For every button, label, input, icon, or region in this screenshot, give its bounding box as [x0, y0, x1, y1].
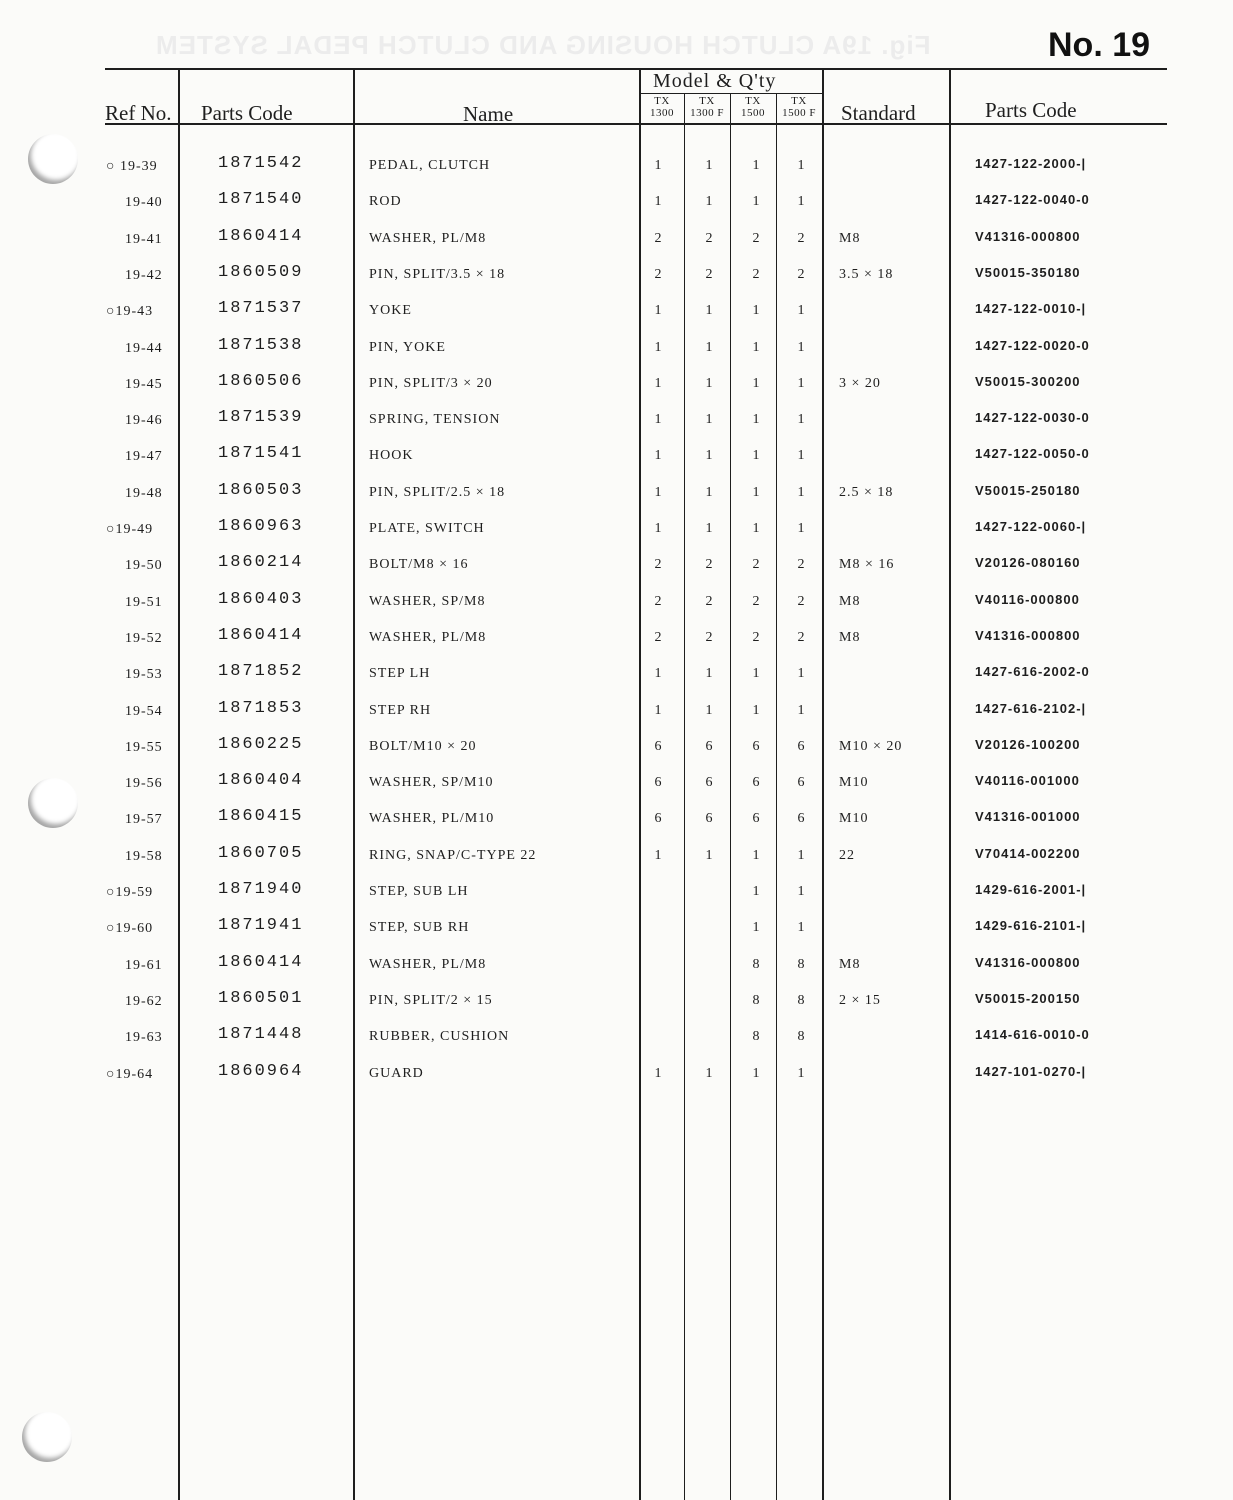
qty-cell: 1 [654, 448, 662, 463]
parts-code: 1860414 [218, 953, 304, 972]
parts-code: 1871852 [218, 662, 304, 681]
parts-code: 1860501 [218, 989, 304, 1008]
qty-cell: 1 [705, 303, 713, 318]
header-model-tx1300f: TX 1300 F [690, 95, 724, 119]
punch-hole-middle [28, 778, 78, 828]
qty-cell: 6 [705, 775, 713, 790]
standard-spec: M8 [839, 594, 861, 609]
qty-cell: 6 [654, 775, 662, 790]
parts-code-2: V41316-000800 [975, 628, 1081, 643]
ref-no: ○19-49 [106, 522, 154, 537]
qty-cell: 6 [654, 811, 662, 826]
part-name: WASHER, PL/M8 [369, 231, 487, 246]
part-name: WASHER, SP/M10 [369, 775, 494, 790]
part-name: RUBBER, CUSHION [369, 1029, 510, 1044]
part-name: BOLT/M8 × 16 [369, 557, 469, 572]
parts-code: 1860415 [218, 807, 304, 826]
parts-code-2: 1427-616-2102-| [975, 701, 1087, 716]
ref-no: 19-61 [125, 958, 163, 973]
qty-cell: 1 [752, 412, 760, 427]
ref-no: 19-58 [125, 849, 163, 864]
qty-cell: 2 [654, 594, 662, 609]
part-name: WASHER, PL/M8 [369, 957, 487, 972]
part-name: PEDAL, CLUTCH [369, 158, 491, 173]
qty-cell: 1 [752, 703, 760, 718]
parts-code-2: V20126-100200 [975, 737, 1081, 752]
header-model-tx1500f: TX 1500 F [782, 95, 816, 119]
ref-no: ○19-60 [106, 921, 154, 936]
qty-cell: 1 [797, 703, 805, 718]
header-standard: Standard [841, 101, 916, 125]
parts-code: 1871540 [218, 190, 304, 209]
qty-cell: 1 [705, 340, 713, 355]
qty-cell: 2 [752, 557, 760, 572]
qty-cell: 2 [797, 594, 805, 609]
ref-no: 19-63 [125, 1030, 163, 1045]
parts-code-2: V40116-000800 [975, 592, 1080, 607]
qty-cell: 2 [705, 231, 713, 246]
parts-code-2: 1429-616-2101-| [975, 918, 1087, 933]
parts-code: 1860214 [218, 553, 304, 572]
qty-cell: 6 [752, 811, 760, 826]
ref-no: ○19-43 [106, 304, 154, 319]
ref-no: 19-44 [125, 341, 163, 356]
parts-code: 1860964 [218, 1062, 304, 1081]
qty-cell: 2 [752, 231, 760, 246]
qty-cell: 1 [654, 485, 662, 500]
qty-cell: 1 [797, 448, 805, 463]
header-ref-no: Ref No. [105, 101, 172, 125]
qty-cell: 2 [654, 267, 662, 282]
qty-cell: 2 [705, 594, 713, 609]
qty-cell: 1 [752, 448, 760, 463]
qty-cell: 6 [797, 811, 805, 826]
qty-cell: 1 [654, 703, 662, 718]
parts-code-2: V41316-001000 [975, 809, 1081, 824]
qty-cell: 1 [654, 412, 662, 427]
ref-no: 19-50 [125, 558, 163, 573]
qty-cell: 2 [797, 267, 805, 282]
header-parts-code-2: Parts Code [985, 98, 1077, 122]
part-name: SPRING, TENSION [369, 412, 501, 427]
part-name: WASHER, SP/M8 [369, 594, 486, 609]
qty-cell: 1 [797, 1066, 805, 1081]
parts-code: 1871538 [218, 336, 304, 355]
ref-no: 19-40 [125, 195, 163, 210]
qty-cell: 6 [654, 739, 662, 754]
qty-cell: 1 [797, 848, 805, 863]
part-name: STEP, SUB RH [369, 920, 470, 935]
qty-cell: 1 [705, 485, 713, 500]
qty-cell: 2 [654, 630, 662, 645]
qty-cell: 1 [797, 303, 805, 318]
parts-code-2: V20126-080160 [975, 555, 1081, 570]
header-name: Name [463, 102, 514, 126]
ref-no: 19-46 [125, 413, 163, 428]
qty-cell: 1 [654, 303, 662, 318]
qty-cell: 1 [797, 412, 805, 427]
column-rule-standard [949, 68, 951, 1500]
standard-spec: 2 × 15 [839, 993, 881, 1008]
qty-cell: 1 [705, 703, 713, 718]
ref-no: 19-55 [125, 740, 163, 755]
qty-cell: 1 [797, 485, 805, 500]
qty-cell: 1 [797, 920, 805, 935]
qty-cell: 1 [654, 340, 662, 355]
parts-code: 1860963 [218, 517, 304, 536]
qty-cell: 6 [705, 739, 713, 754]
ref-no: 19-53 [125, 667, 163, 682]
qty-cell: 6 [752, 775, 760, 790]
ref-no: ○19-59 [106, 885, 154, 900]
parts-code-2: 1427-616-2002-0 [975, 664, 1090, 679]
part-name: STEP, SUB LH [369, 884, 469, 899]
qty-cell: 1 [654, 666, 662, 681]
parts-code: 1860414 [218, 227, 304, 246]
qty-cell: 2 [752, 630, 760, 645]
qty-cell: 2 [705, 267, 713, 282]
ref-no: 19-54 [125, 704, 163, 719]
part-name: PIN, YOKE [369, 340, 446, 355]
part-name: PLATE, SWITCH [369, 521, 485, 536]
parts-code: 1871448 [218, 1025, 304, 1044]
standard-spec: M10 [839, 811, 869, 826]
column-rule-qty [822, 68, 824, 1500]
parts-code-2: 1427-122-0050-0 [975, 446, 1090, 461]
part-name: GUARD [369, 1066, 424, 1081]
parts-code: 1871541 [218, 444, 304, 463]
column-rule-ref [178, 68, 180, 1500]
part-name: STEP RH [369, 703, 432, 718]
part-name: WASHER, PL/M8 [369, 630, 487, 645]
punch-hole-top [28, 134, 78, 184]
parts-code-2: 1427-101-0270-| [975, 1064, 1087, 1079]
qty-cell: 1 [654, 848, 662, 863]
qty-cell: 1 [752, 666, 760, 681]
parts-code-2: 1427-122-0030-0 [975, 410, 1090, 425]
qty-cell: 1 [705, 194, 713, 209]
qty-cell: 2 [654, 231, 662, 246]
parts-code: 1860506 [218, 372, 304, 391]
qty-cell: 1 [752, 158, 760, 173]
qty-cell: 1 [705, 848, 713, 863]
part-name: STEP LH [369, 666, 431, 681]
qty-cell: 1 [797, 884, 805, 899]
qty-cell: 1 [654, 158, 662, 173]
qty-cell: 2 [705, 630, 713, 645]
ref-no: 19-57 [125, 812, 163, 827]
parts-code: 1871537 [218, 299, 304, 318]
model-qty-divider [639, 93, 823, 94]
parts-code: 1871940 [218, 880, 304, 899]
header-model-tx1500: TX 1500 [741, 95, 765, 119]
part-name: PIN, SPLIT/3.5 × 18 [369, 267, 506, 282]
column-rule-tx1300f [730, 93, 731, 1500]
punch-hole-bottom [22, 1412, 72, 1462]
qty-cell: 1 [752, 848, 760, 863]
qty-cell: 8 [797, 993, 805, 1008]
standard-spec: 22 [839, 848, 855, 863]
qty-cell: 1 [752, 884, 760, 899]
qty-cell: 1 [752, 521, 760, 536]
ref-no: ○19-64 [106, 1067, 154, 1082]
parts-code-2: V40116-001000 [975, 773, 1080, 788]
part-name: YOKE [369, 303, 412, 318]
qty-cell: 1 [752, 303, 760, 318]
ref-no: 19-47 [125, 449, 163, 464]
parts-code-2: 1427-122-0060-| [975, 519, 1087, 534]
parts-code-2: V41316-000800 [975, 955, 1081, 970]
parts-code-2: V50015-350180 [975, 265, 1081, 280]
qty-cell: 1 [797, 194, 805, 209]
ref-no: 19-52 [125, 631, 163, 646]
qty-cell: 1 [654, 1066, 662, 1081]
parts-code: 1871853 [218, 699, 304, 718]
parts-code-2: V50015-250180 [975, 483, 1081, 498]
parts-code-2: V70414-002200 [975, 846, 1081, 861]
qty-cell: 1 [752, 340, 760, 355]
parts-code: 1871941 [218, 916, 304, 935]
qty-cell: 6 [752, 739, 760, 754]
qty-cell: 2 [752, 594, 760, 609]
header-model-qty: Model & Q'ty [653, 70, 777, 92]
qty-cell: 1 [797, 158, 805, 173]
parts-code-2: 1429-616-2001-| [975, 882, 1087, 897]
parts-code-2: 1427-122-2000-| [975, 156, 1087, 171]
qty-cell: 1 [752, 1066, 760, 1081]
qty-cell: 8 [752, 993, 760, 1008]
parts-code-2: V50015-200150 [975, 991, 1081, 1006]
ref-no: 19-62 [125, 994, 163, 1009]
part-name: PIN, SPLIT/3 × 20 [369, 376, 493, 391]
ref-no: 19-45 [125, 377, 163, 392]
standard-spec: M8 [839, 231, 861, 246]
qty-cell: 1 [705, 412, 713, 427]
page-number: No. 19 [1048, 26, 1151, 64]
ref-no: 19-48 [125, 486, 163, 501]
part-name: WASHER, PL/M10 [369, 811, 495, 826]
standard-spec: 3 × 20 [839, 376, 881, 391]
parts-code: 1860503 [218, 481, 304, 500]
part-name: ROD [369, 194, 402, 209]
parts-code: 1860705 [218, 844, 304, 863]
qty-cell: 8 [752, 957, 760, 972]
parts-code-2: V50015-300200 [975, 374, 1081, 389]
part-name: HOOK [369, 448, 414, 463]
qty-cell: 1 [797, 376, 805, 391]
standard-spec: M8 [839, 630, 861, 645]
ref-no: 19-41 [125, 232, 163, 247]
qty-cell: 1 [705, 376, 713, 391]
table-top-rule [105, 68, 1167, 70]
qty-cell: 1 [654, 521, 662, 536]
parts-code-2: 1427-122-0040-0 [975, 192, 1090, 207]
qty-cell: 1 [654, 194, 662, 209]
part-name: PIN, SPLIT/2 × 15 [369, 993, 493, 1008]
parts-code-2: 1427-122-0010-| [975, 301, 1087, 316]
qty-cell: 1 [705, 521, 713, 536]
part-name: RING, SNAP/C-TYPE 22 [369, 848, 537, 863]
standard-spec: 2.5 × 18 [839, 485, 894, 500]
header-parts-code: Parts Code [201, 101, 293, 125]
column-rule-code [353, 68, 355, 1500]
part-name: BOLT/M10 × 20 [369, 739, 477, 754]
qty-cell: 2 [654, 557, 662, 572]
qty-cell: 1 [752, 920, 760, 935]
standard-spec: 3.5 × 18 [839, 267, 894, 282]
qty-cell: 6 [705, 811, 713, 826]
qty-cell: 2 [705, 557, 713, 572]
qty-cell: 1 [654, 376, 662, 391]
parts-code: 1860404 [218, 771, 304, 790]
ref-no: 19-42 [125, 268, 163, 283]
part-name: PIN, SPLIT/2.5 × 18 [369, 485, 506, 500]
parts-code-2: 1414-616-0010-0 [975, 1027, 1090, 1042]
parts-code: 1871539 [218, 408, 304, 427]
parts-code: 1860414 [218, 626, 304, 645]
standard-spec: M8 [839, 957, 861, 972]
qty-cell: 1 [752, 194, 760, 209]
qty-cell: 2 [797, 630, 805, 645]
qty-cell: 2 [797, 231, 805, 246]
ref-no: 19-56 [125, 776, 163, 791]
parts-code-2: V41316-000800 [975, 229, 1081, 244]
qty-cell: 1 [752, 485, 760, 500]
qty-cell: 1 [705, 158, 713, 173]
qty-cell: 1 [705, 448, 713, 463]
standard-spec: M10 × 20 [839, 739, 903, 754]
qty-cell: 1 [705, 1066, 713, 1081]
column-rule-tx1300 [684, 93, 685, 1500]
qty-cell: 8 [752, 1029, 760, 1044]
parts-code: 1860509 [218, 263, 304, 282]
qty-cell: 1 [797, 521, 805, 536]
qty-cell: 1 [797, 340, 805, 355]
qty-cell: 1 [797, 666, 805, 681]
parts-code-2: 1427-122-0020-0 [975, 338, 1090, 353]
bleed-through-title: Fig. 19A CLUTCH HOUSING AND CLUTCH PEDAL SYSTEM [155, 30, 931, 60]
qty-cell: 6 [797, 775, 805, 790]
standard-spec: M8 × 16 [839, 557, 895, 572]
parts-code: 1871542 [218, 154, 304, 173]
parts-code: 1860403 [218, 590, 304, 609]
ref-no: ○ 19-39 [106, 159, 158, 174]
column-rule-tx1500 [776, 93, 777, 1500]
qty-cell: 2 [752, 267, 760, 282]
qty-cell: 1 [752, 376, 760, 391]
header-model-tx1300: TX 1300 [650, 95, 674, 119]
qty-cell: 8 [797, 957, 805, 972]
ref-no: 19-51 [125, 595, 163, 610]
qty-cell: 8 [797, 1029, 805, 1044]
qty-cell: 6 [797, 739, 805, 754]
qty-cell: 2 [797, 557, 805, 572]
column-rule-name [639, 68, 641, 1500]
qty-cell: 1 [705, 666, 713, 681]
parts-code: 1860225 [218, 735, 304, 754]
standard-spec: M10 [839, 775, 869, 790]
